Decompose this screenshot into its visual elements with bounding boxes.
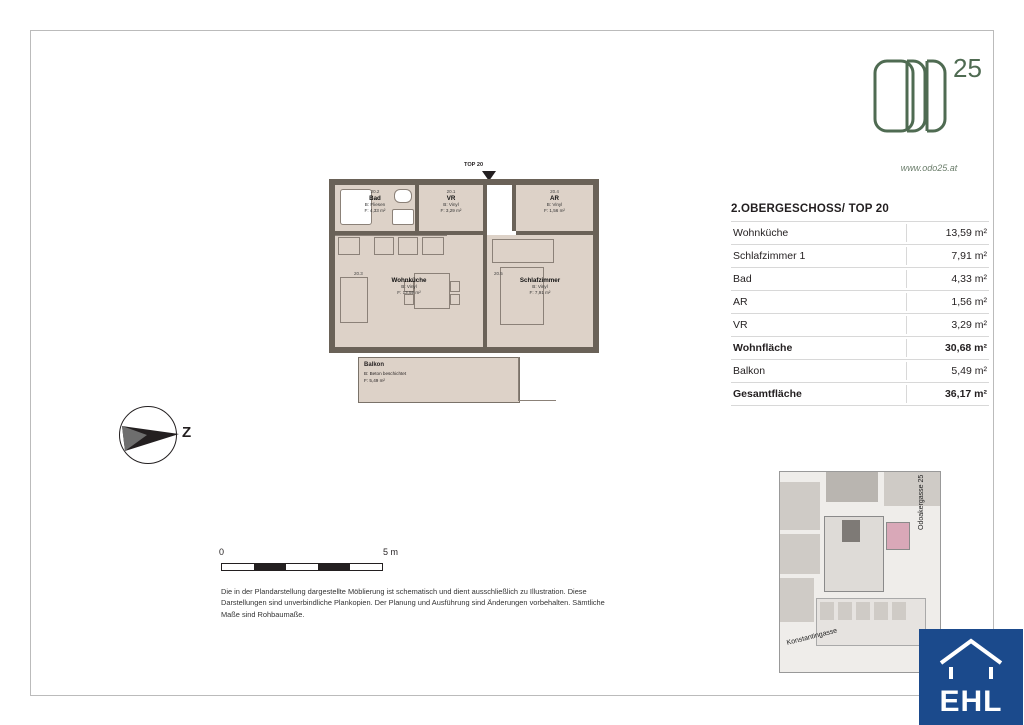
row-value: 7,91 m²	[907, 245, 989, 268]
room-fill-shaft	[487, 185, 512, 231]
compass-north-label: Z	[182, 424, 192, 441]
ehl-text: EHL	[939, 685, 1003, 718]
sitemap-block-9	[856, 602, 870, 620]
floor-plan	[294, 149, 565, 414]
area-table	[731, 221, 989, 406]
top-marker-label: TOP 20	[464, 162, 484, 168]
table-row	[731, 314, 989, 337]
scale-seg-2	[318, 564, 350, 570]
site-map	[779, 471, 941, 673]
kitchen-counter-line	[335, 235, 447, 236]
balcony-label: Balkon	[364, 362, 385, 368]
table-row	[731, 383, 989, 406]
row-value: 3,29 m²	[907, 314, 989, 337]
plan-sheet	[30, 30, 1003, 718]
sitemap-highlight-unit	[886, 522, 910, 550]
cooktop-unit	[374, 237, 394, 255]
sink-unit	[338, 237, 360, 255]
balcony-details: B: Beton beschichtet F: 5,49 m²	[364, 371, 407, 383]
wall-internal-2	[483, 185, 487, 235]
compass-needle-icon	[119, 406, 192, 466]
ehl-logo	[919, 629, 1023, 725]
sitemap-block-7	[820, 602, 834, 620]
sitemap-block-1	[780, 482, 820, 530]
table-row	[731, 360, 989, 383]
disclaimer-text: Die in der Plandarstellung dargestellte Möblierung ist schematisch und dient ausschließlich zu Illustration. Diese Darstellungen sind unverbindliche Plankopien. Der Planung und Ausführung sind Änderungen vorbehalten. Sämtliche Maße sind Rohbaumaße.	[221, 587, 605, 619]
row-value: 4,33 m²	[907, 268, 989, 291]
room-label-ar: 20.4 AR B: Vinyl F: 1,56 m²	[544, 189, 565, 214]
sitemap-block-10	[874, 602, 888, 620]
balcony	[358, 357, 520, 403]
sitemap-block-3	[780, 578, 814, 622]
sitemap-block-8	[838, 602, 852, 620]
row-label: Wohnküche	[731, 222, 906, 245]
sitemap-block-5	[884, 472, 940, 506]
logo-url: www.odo25.at	[900, 163, 958, 173]
sitemap-block-11	[892, 602, 906, 620]
room-label-vr: 20.1 VR B: Vinyl F: 3,29 m²	[440, 189, 462, 214]
wall-internal-5	[516, 231, 593, 235]
logo-number: 25	[953, 53, 982, 83]
sitemap-street-bottom: Konstantingasse	[786, 627, 838, 647]
compass	[119, 406, 219, 476]
balcony-edge-bottom	[518, 400, 556, 401]
odo25-logo	[869, 41, 989, 151]
room-label-schlafzimmer: 20.5 Schlafzimmer B: Vinyl F: 7,91 m²	[494, 271, 561, 296]
row-value: 13,59 m²	[907, 222, 989, 245]
scale-bar	[221, 549, 421, 583]
table-row	[731, 268, 989, 291]
table-row	[731, 291, 989, 314]
row-label: VR	[731, 314, 906, 337]
floor-title: 2.OBERGESCHOSS/ TOP 20	[731, 203, 889, 215]
row-value: 1,56 m²	[907, 291, 989, 314]
scale-bar-track	[221, 563, 383, 571]
fridge-unit	[422, 237, 444, 255]
row-value: 36,17 m²	[907, 383, 989, 406]
scale-start-label: 0	[219, 547, 225, 557]
row-label: AR	[731, 291, 906, 314]
row-label: Balkon	[731, 360, 906, 383]
room-label-wohnkueche: 20.3 Wohnküche B: Vinyl F: 13,59 m²	[354, 271, 427, 296]
row-label: Gesamtfläche	[731, 383, 906, 406]
table-row	[731, 222, 989, 245]
row-label: Wohnfläche	[731, 337, 906, 360]
row-value: 5,49 m²	[907, 360, 989, 383]
scale-end-label: 5 m	[383, 547, 399, 557]
row-label: Bad	[731, 268, 906, 291]
sitemap-courtyard	[842, 520, 860, 542]
oven-unit	[398, 237, 418, 255]
wall-right	[593, 179, 599, 353]
sitemap-street-right: Odoakergasse 25	[918, 474, 925, 530]
wardrobe	[492, 239, 554, 263]
sitemap-block-2	[780, 534, 820, 574]
balcony-edge-right	[518, 357, 519, 401]
table-row	[731, 337, 989, 360]
wall-internal-6	[483, 235, 487, 347]
row-value: 30,68 m²	[907, 337, 989, 360]
scale-seg-1	[254, 564, 286, 570]
room-label-bad: 20.2 Bad B: Fliesen F: 4,33 m²	[364, 189, 386, 214]
table-row	[731, 245, 989, 268]
wall-bottom	[329, 347, 599, 353]
sitemap-block-4	[826, 472, 878, 502]
house-icon	[937, 637, 1005, 681]
row-label: Schlafzimmer 1	[731, 245, 906, 268]
